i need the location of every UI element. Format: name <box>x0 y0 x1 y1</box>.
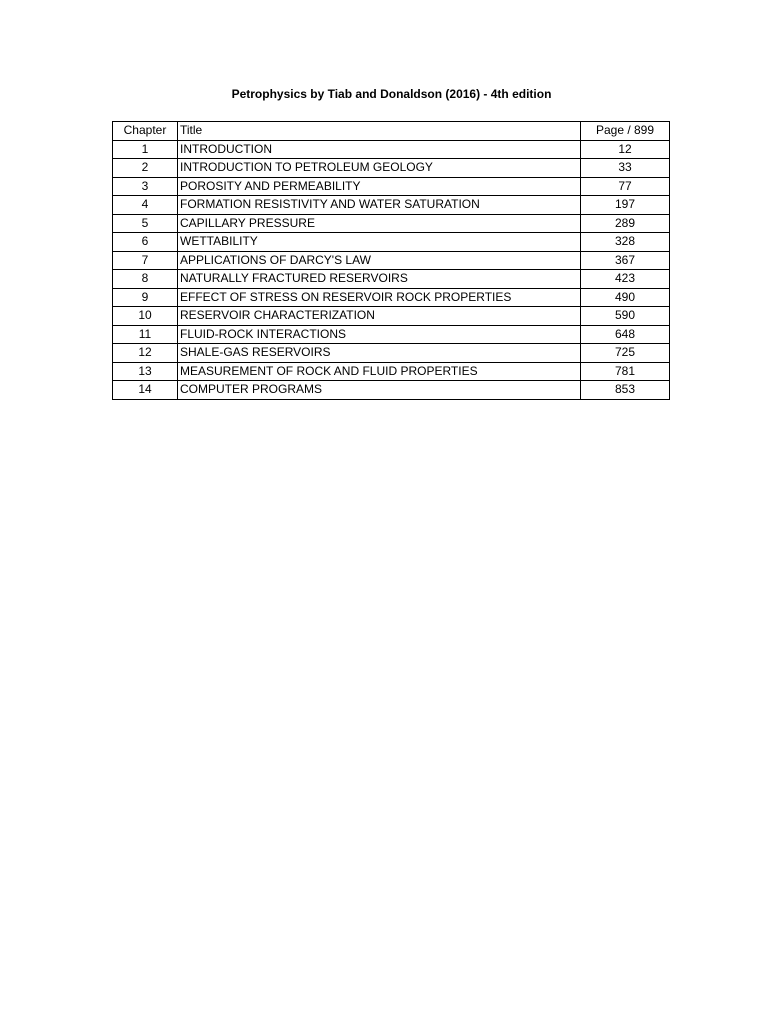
table-row <box>113 288 670 307</box>
header-title: Title <box>178 122 581 141</box>
title-cell: INTRODUCTION <box>178 140 581 159</box>
chapter-cell: 4 <box>113 196 178 215</box>
page-cell: 853 <box>581 381 670 400</box>
chapter-cell: 3 <box>113 177 178 196</box>
title-cell: POROSITY AND PERMEABILITY <box>178 177 581 196</box>
page-cell: 33 <box>581 159 670 178</box>
page-cell: 12 <box>581 140 670 159</box>
title-cell: COMPUTER PROGRAMS <box>178 381 581 400</box>
table-row <box>113 233 670 252</box>
title-cell: CAPILLARY PRESSURE <box>178 214 581 233</box>
chapter-table <box>112 121 670 400</box>
document-title: Petrophysics by Tiab and Donaldson (2016) - 4th edition <box>231 87 552 101</box>
chapter-cell: 9 <box>113 288 178 307</box>
title-cell: NATURALLY FRACTURED RESERVOIRS <box>178 270 581 289</box>
page-cell: 367 <box>581 251 670 270</box>
chapter-cell: 1 <box>113 140 178 159</box>
page-cell: 490 <box>581 288 670 307</box>
table-row <box>113 196 670 215</box>
table-header-row <box>113 122 670 141</box>
table-row <box>113 307 670 326</box>
page-cell: 648 <box>581 325 670 344</box>
table-row <box>113 214 670 233</box>
table-row <box>113 325 670 344</box>
table-row <box>113 159 670 178</box>
chapter-cell: 5 <box>113 214 178 233</box>
page-cell: 77 <box>581 177 670 196</box>
table-row <box>113 140 670 159</box>
chapter-cell: 6 <box>113 233 178 252</box>
table-row <box>113 177 670 196</box>
title-cell: MEASUREMENT OF ROCK AND FLUID PROPERTIES <box>178 362 581 381</box>
page-cell: 590 <box>581 307 670 326</box>
chapter-cell: 12 <box>113 344 178 363</box>
title-cell: FLUID-ROCK INTERACTIONS <box>178 325 581 344</box>
page-cell: 725 <box>581 344 670 363</box>
title-cell: INTRODUCTION TO PETROLEUM GEOLOGY <box>178 159 581 178</box>
page-cell: 423 <box>581 270 670 289</box>
title-cell: RESERVOIR CHARACTERIZATION <box>178 307 581 326</box>
page-cell: 781 <box>581 362 670 381</box>
title-cell: SHALE-GAS RESERVOIRS <box>178 344 581 363</box>
title-cell: APPLICATIONS OF DARCY'S LAW <box>178 251 581 270</box>
chapter-cell: 2 <box>113 159 178 178</box>
chapter-cell: 14 <box>113 381 178 400</box>
table-row <box>113 362 670 381</box>
table-row <box>113 344 670 363</box>
title-cell: EFFECT OF STRESS ON RESERVOIR ROCK PROPERTIES <box>178 288 581 307</box>
header-chapter: Chapter <box>113 122 178 141</box>
chapter-cell: 11 <box>113 325 178 344</box>
chapter-cell: 8 <box>113 270 178 289</box>
table-row <box>113 270 670 289</box>
title-cell: WETTABILITY <box>178 233 581 252</box>
table-row <box>113 251 670 270</box>
title-cell: FORMATION RESISTIVITY AND WATER SATURATION <box>178 196 581 215</box>
header-page: Page / 899 <box>581 122 670 141</box>
page-cell: 197 <box>581 196 670 215</box>
chapter-cell: 13 <box>113 362 178 381</box>
chapter-cell: 7 <box>113 251 178 270</box>
table-row <box>113 381 670 400</box>
chapter-cell: 10 <box>113 307 178 326</box>
page-cell: 328 <box>581 233 670 252</box>
page-cell: 289 <box>581 214 670 233</box>
